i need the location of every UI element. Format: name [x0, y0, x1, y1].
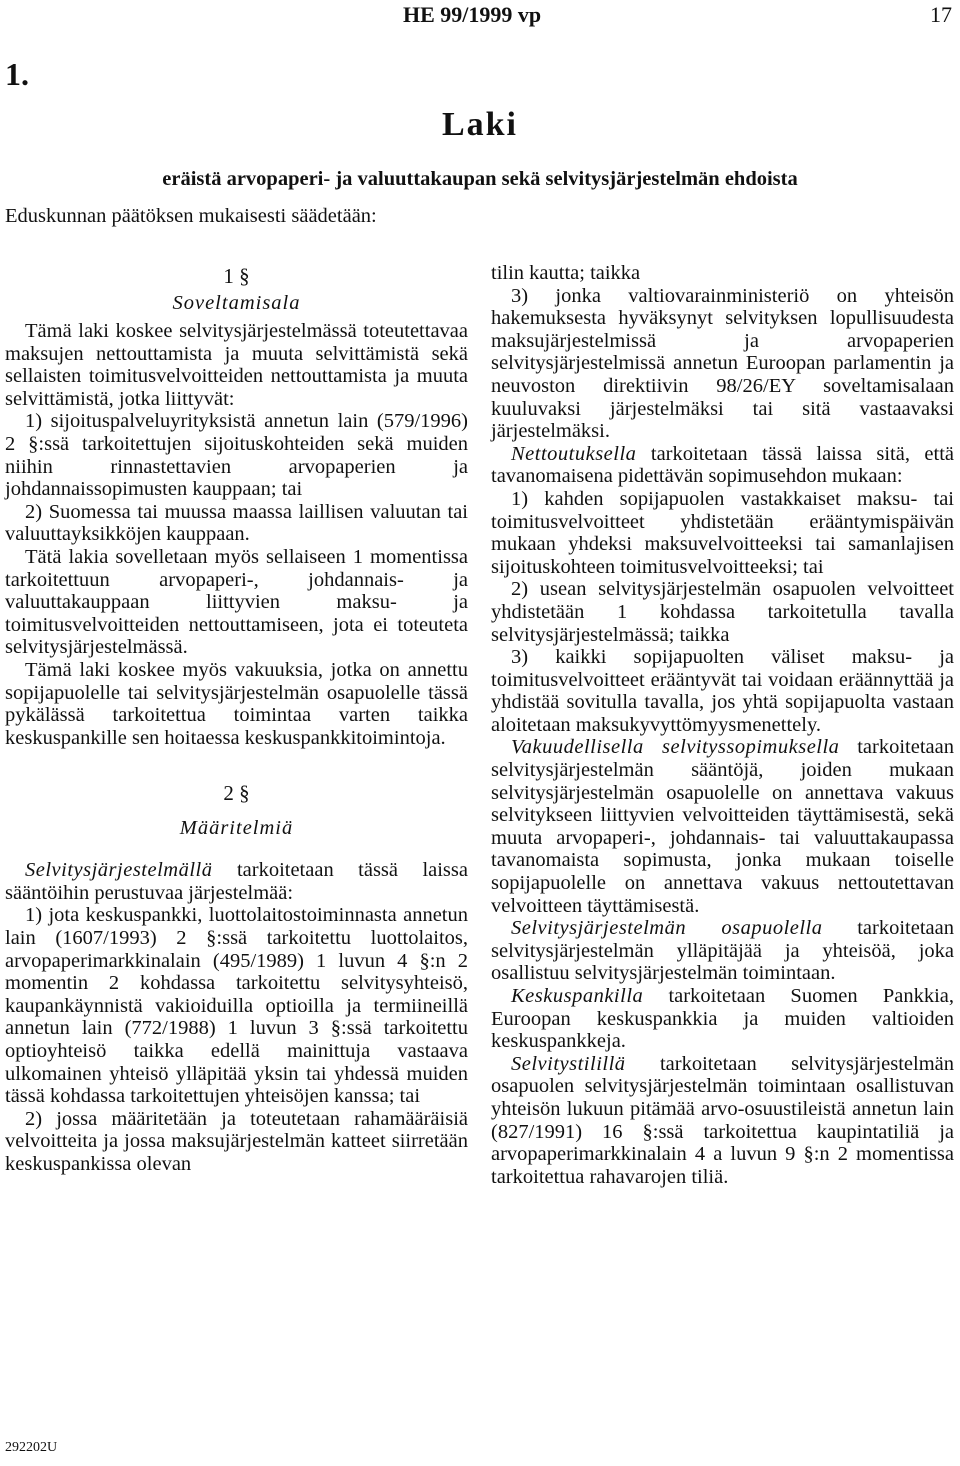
paragraph: Tämä laki koskee myös vakuuksia, jotka on annettu sopijapuolelle tai selvitysjärjestelmän osapuolelle tässä pykälässä tarkoitettua toimintaa varten taikka keskuspankille sen hoitaessa keskuspankkitoimintoja.: [5, 658, 468, 749]
paragraph: Tätä lakia sovelletaan myös sellaiseen 1 momentissa tarkoitettuun arvopaperi-, johdannais- ja valuuttakauppaan liittyvien maksu- ja toimitusvelvoitteiden nettouttamiseen, jota ei toteuteta selvitysjärjestelmässä.: [5, 545, 468, 659]
section-1-number: 1 §: [223, 264, 250, 288]
paragraph: 3) jonka valtiovarainministeriö on yhteisön hakemuksesta hyväksynyt selvityksen lopullisuudesta maksujärjestelmissä ja arvopaperien selvitysjärjestelmissä annetun Euroopan parlamentin ja neuvoston direktiivin 98/26/EY soveltamisalaan kuuluvaksi järjestelmäksi tai sitä vastaavaksi järjestelmäksi.: [491, 284, 954, 443]
left-column: [5, 262, 468, 1176]
paragraph: 1) sijoituspalveluyrityksistä annetun lain (579/1996) 2 §:ssä tarkoitettujen sijoituskohteiden sekä muiden niihin rinnastettavien arvopaperien ja johdannaissopimusten kauppaan; tai: [5, 410, 468, 501]
paragraph-text: tarkoitetaan tässä laissa sääntöihin perustuvaa järjestelmää:: [5, 859, 468, 904]
paragraph: [491, 917, 954, 985]
paragraph: 2) usean selvitysjärjestelmän osapuolen velvoitteet yhdistetään 1 kohdassa tarkoitetulla tavalla selvitysjärjestelmässä; taikka: [491, 578, 954, 646]
running-head: [0, 2, 960, 32]
paragraph-text: tarkoitetaan tässä laissa sitä, että tavanomaisena pidettävän sopimusehdon mukaan:: [491, 442, 954, 488]
defined-term: Vakuudellisella selvityssopimuksella: [511, 736, 840, 759]
defined-term: Keskuspankilla: [511, 985, 644, 1007]
paragraph: 2) jossa määritetään ja toteutetaan rahamääräisiä velvoitteita ja jossa maksujärjestelmän katteet siirretään keskuspankissa olevan: [5, 1107, 468, 1175]
print-code: 292202U: [5, 1440, 58, 1455]
paragraph: [5, 859, 468, 904]
defined-term: Selvitysjärjestelmän osapuolella: [511, 917, 823, 940]
paragraph-text: tarkoitetaan selvitysjärjestelmän sääntöjä, joiden mukaan selvitysjärjestelmän osapuolelle on annettava vakuus selvitykseen liittyvien velvoitteiden täyttämisestä, sekä muuta arvopaperi-, johdannais- tai valuuttakaupassa tavanomaista sopimusta, jonka mukaan toiselle sopijapuolelle on annettava vakuus nettoutettavan velvoitteen täyttämisestä.: [491, 736, 954, 917]
paragraph: tilin kautta; taikka: [491, 262, 641, 284]
defined-term: Selvitystilillä: [511, 1052, 626, 1075]
page-number: 17: [930, 2, 952, 27]
paragraph: 1) kahden sopijapuolen vastakkaiset maksu- tai toimitusvelvoitteet yhdistetään erääntymispäivän mukaan yhdeksi maksuvelvoitteeksi tai samanlajisen sijoituskohteen toimitusvelvoitteeksi; tai: [491, 487, 954, 578]
paragraph: Tämä laki koskee selvitysjärjestelmässä toteutettavaa maksujen nettouttamista ja muuta selvittämistä sekä sellaisten toimitusvelvoitteiden nettouttamista ja muuta selvittämistä, jotka liittyvät:: [5, 320, 468, 410]
defined-term: Nettoutuksella: [511, 442, 637, 465]
section-2-number: 2 §: [223, 781, 250, 806]
enactment-clause: Eduskunnan päätöksen mukaisesti säädetään:: [5, 205, 377, 227]
law-subtitle: eräistä arvopaperi- ja valuuttakaupan sekä selvitysjärjestelmän ehdoista: [162, 168, 798, 190]
paragraph: [491, 443, 954, 488]
law-heading: Laki: [441, 106, 519, 143]
section-2-title: Määritelmiä: [179, 817, 294, 840]
section-1-title: Soveltamisala: [172, 292, 301, 314]
paragraph: [491, 985, 954, 1053]
paragraph: 2) Suomessa tai muussa maassa laillisen valuutan tai valuuttayksikköjen kauppaan.: [5, 500, 468, 546]
paragraph-text: tarkoitetaan Suomen Pankkia, Euroopan keskuspankkia ja muiden valtioiden keskuspankkeja.: [491, 985, 954, 1053]
paragraph-text: tarkoitetaan selvitysjärjestelmän ylläpitäjää ja yhteisöä, joka osallistuu selvitysjärjestelmän toimintaan.: [491, 917, 954, 985]
defined-term: Selvitysjärjestelmällä: [25, 859, 213, 882]
paragraph: [491, 1053, 954, 1189]
paragraph: 3) kaikki sopijapuolten väliset maksu- ja toimitusvelvoitteet erääntyvät tai voidaan eräännyttää ja yhdistää sovitulla tavalla, jos yhtä sopijapuolta vastaan aloitetaan maksukyvyttömyysmenettely.: [491, 646, 954, 736]
paragraph: [491, 736, 954, 917]
paragraph-text: tarkoitetaan selvitysjärjestelmän osapuolen selvitysjärjestelmän toimintaan osallistuvan yhteisön lukuun pitämää arvo-osuustileistä annetun lain (827/1991) 16 §:ssä tarkoitettua kaupintatiliä ja arvopaperimarkkinalain 4 a luvun 9 §:n 2 momentissa tarkoitettua rahavarojen tiliä.: [491, 1052, 954, 1188]
right-column: [491, 262, 954, 1188]
paragraph: 1) jota keskuspankki, luottolaitostoiminnasta annetun lain (1607/1993) 2 §:ssä tarkoitettu luottolaitos, arvopaperimarkkinalain (495/1989) 1 luvun 4 §:n 2 momentin 2 kohdassa tarkoitettu selvitysyhteisö, kaupankäynnistä vakioiduilla optioilla ja termiineillä annetun lain (772/1988) 1 luvun 3 §:ssä tarkoitettu optioyhteisö taikka edellä mainittuja vastaava ulkomainen yhteisö ylläpitää yksin tai yhdessä muiden tässä kohdassa tarkoitettujen yhteisöjen kanssa; tai: [5, 904, 468, 1108]
proposal-section-number: 1.: [5, 56, 29, 92]
document-reference: HE 99/1999 vp: [403, 2, 542, 27]
